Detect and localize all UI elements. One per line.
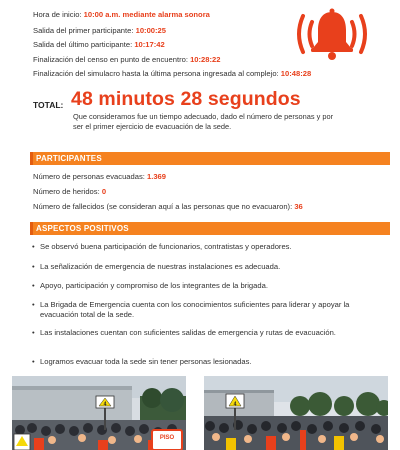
- list-item: • La señalización de emergencia de nuestras instalaciones es adecuada.: [32, 262, 281, 271]
- evacuation-photo-left: [12, 376, 186, 450]
- list-item: • Logramos evacuar toda la sede sin tener personas lesionadas.: [32, 357, 252, 366]
- total-label: TOTAL:: [33, 100, 64, 110]
- bullet-icon: •: [32, 242, 35, 251]
- bullet-icon: •: [32, 281, 35, 290]
- bullet-icon: •: [32, 300, 35, 309]
- positives-heading: ASPECTOS POSITIVOS: [30, 222, 390, 235]
- alarm-bell-icon: [289, 6, 375, 62]
- timeline-row-first-exit: Salida del primer participante: 10:00:25: [33, 26, 166, 35]
- sign-piso-label: PISO: [159, 435, 175, 441]
- list-item: • La Brigada de Emergencia cuenta con los conocimientos suficientes para liderar y apoyar la evacuación total de la sede.: [32, 300, 350, 319]
- timeline-row-start: Hora de inicio: 10:00 a.m. mediante alarma sonora: [33, 10, 210, 19]
- timeline-row-last-exit: Salida del último participante: 10:17:42: [33, 40, 165, 49]
- sign-number-left: 4: [103, 401, 107, 408]
- bullet-icon: •: [32, 262, 35, 271]
- list-item: • Apoyo, participación y compromiso de los integrantes de la brigada.: [32, 281, 268, 290]
- timeline-row-end: Finalización del simulacro hasta la última persona ingresada al complejo: 10:48:28: [33, 69, 312, 78]
- timeline-row-census: Finalización del censo en punto de encuentro: 10:28:22: [33, 55, 221, 64]
- bullet-icon: •: [32, 328, 35, 337]
- list-item: • Las instalaciones cuentan con suficientes salidas de emergencia y rutas de evacuación.: [32, 328, 336, 337]
- participants-evacuated: Número de personas evacuadas: 1.369: [33, 172, 167, 181]
- participants-deceased: Número de fallecidos (se consideran aquí a las personas que no evacuaron): 36: [33, 202, 303, 211]
- participants-injured: Número de heridos: 0: [33, 187, 107, 196]
- total-duration: 48 minutos 28 segundos: [71, 88, 301, 110]
- bullet-icon: •: [32, 357, 35, 366]
- sign-number-right: 4: [233, 401, 237, 408]
- total-note: Que consideramos fue un tiempo adecuado, dado el número de personas y por ser el primer ejercicio de evacuación de la sede.: [73, 112, 334, 131]
- participants-heading: PARTICIPANTES: [30, 152, 390, 165]
- evacuation-photo-right: [204, 376, 388, 450]
- list-item: • Se observó buena participación de funcionarios, contratistas y operadores.: [32, 242, 292, 251]
